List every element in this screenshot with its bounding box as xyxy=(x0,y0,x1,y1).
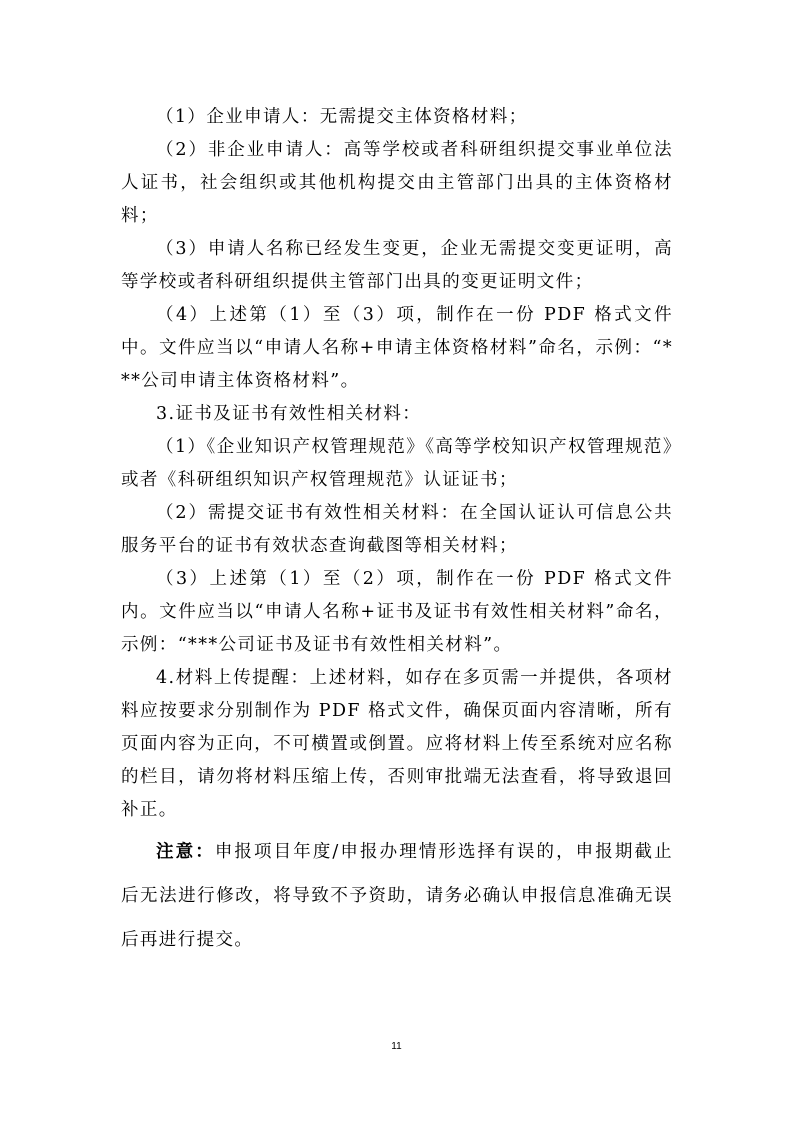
attention-note xyxy=(121,830,673,962)
document-body xyxy=(121,101,673,980)
paragraph-enterprise-applicant: （1）企业申请人：无需提交主体资格材料； xyxy=(156,107,528,127)
heading-certificate-materials: 3.证书及证书有效性相关材料： xyxy=(156,404,422,424)
paragraph-pdf-naming-qualification: （4）上述第（1）至（3）项，制作在一份 PDF 格式文件中。文件应当以“申请人名称+申请主体资格材料”命名，示例：“***公司申请主体资格材料”。 xyxy=(121,305,673,391)
paragraph-upload-reminder: 4.材料上传提醒：上述材料，如存在多页需一并提供，各项材料应按要求分别制作为 PDF 格式文件，确保页面内容清晰，所有页面内容为正向，不可横置或倒置。应将材料上传至系统对应名称的栏目，请勿将材料压缩上传，否则审批端无法查看，将导致退回补正。 xyxy=(121,668,673,820)
paragraph-name-change: （3）申请人名称已经发生变更，企业无需提交变更证明，高等学校或者科研组织提供主管部门出具的变更证明文件； xyxy=(121,239,673,292)
paragraph-certificate-validity: （2）需提交证书有效性相关材料：在全国认证认可信息公共服务平台的证书有效状态查询截图等相关材料； xyxy=(121,503,673,556)
attention-label: 注意： xyxy=(156,842,215,862)
attention-text: 申报项目年度/申报办理情形选择有误的，申报期截止后无法进行修改，将导致不予资助，请务必确认申报信息准确无误后再进行提交。 xyxy=(121,842,673,950)
paragraph-pdf-naming-certificate: （3）上述第（1）至（2）项，制作在一份 PDF 格式文件内。文件应当以“申请人名称+证书及证书有效性相关材料”命名，示例：“***公司证书及证书有效性相关材料”。 xyxy=(121,569,673,655)
paragraph-non-enterprise-applicant: （2）非企业申请人：高等学校或者科研组织提交事业单位法人证书，社会组织或其他机构提交由主管部门出具的主体资格材料； xyxy=(121,140,673,226)
page-number: 11 xyxy=(391,1041,402,1052)
paragraph-certification-certificates: （1）《企业知识产权管理规范》《高等学校知识产权管理规范》或者《科研组织知识产权管理规范》认证证书； xyxy=(121,437,673,490)
